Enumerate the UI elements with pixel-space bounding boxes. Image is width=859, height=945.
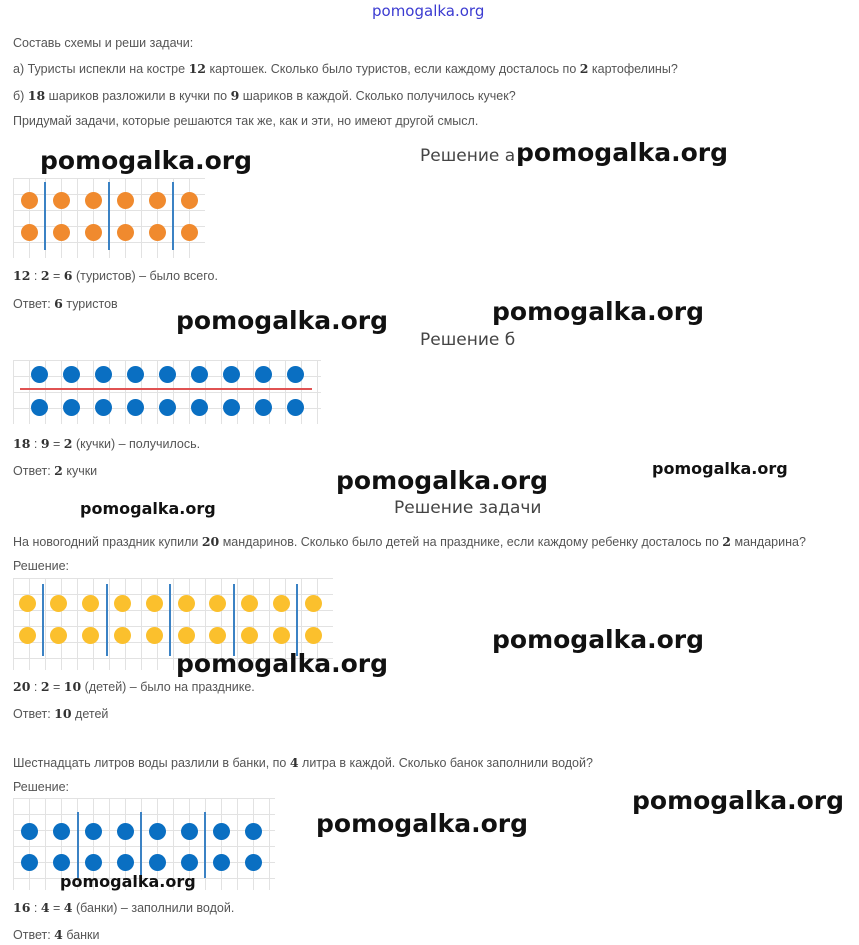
scheme-dot <box>213 823 230 840</box>
eq-equals: = <box>49 437 64 451</box>
problem-2-number: 4 <box>289 755 299 770</box>
watermark-top[interactable]: pomogalka.org <box>372 2 485 20</box>
watermark: pomogalka.org <box>516 138 729 167</box>
answer-value: 2 <box>54 463 63 478</box>
watermark: pomogalka.org <box>632 786 845 815</box>
scheme-dot <box>127 399 144 416</box>
task-a-suffix: картофелины? <box>588 62 678 76</box>
problem-2-suffix: литра в каждой. Сколько банок заполнили водой? <box>298 756 593 770</box>
eq-number: 18 <box>13 436 31 451</box>
scheme-dot <box>85 854 102 871</box>
eq-result: 10 <box>63 679 82 694</box>
scheme-dot <box>85 224 102 241</box>
scheme-dot <box>117 192 134 209</box>
problem-2-prefix: Шестнадцать литров воды разлили в банки, по <box>13 756 290 770</box>
eq-equals: = <box>49 901 64 915</box>
scheme-dot <box>149 224 166 241</box>
eq-number: 2 <box>40 268 50 283</box>
problem-2-answer <box>13 927 100 942</box>
scheme-dot <box>305 595 322 612</box>
solution-a-heading: Решение а <box>420 146 516 166</box>
watermark: pomogalka.org <box>60 872 196 891</box>
watermark: pomogalka.org <box>336 466 549 495</box>
problem-1-answer <box>13 706 108 721</box>
scheme-divider-line <box>44 182 46 250</box>
answer-label: Ответ: <box>13 464 55 478</box>
eq-operator: : <box>30 901 41 915</box>
scheme-dot <box>95 399 112 416</box>
scheme-dot <box>31 399 48 416</box>
eq-description: (детей) – было на празднике. <box>81 680 255 694</box>
answer-label: Ответ: <box>13 297 55 311</box>
scheme-dot <box>146 595 163 612</box>
scheme-dot <box>209 595 226 612</box>
eq-operator: : <box>30 269 41 283</box>
eq-number: 12 <box>13 268 31 283</box>
answer-label: Ответ: <box>13 707 55 721</box>
scheme-dot <box>159 366 176 383</box>
scheme-dot <box>223 366 240 383</box>
eq-number: 2 <box>40 679 50 694</box>
solution-b-equation <box>13 436 200 451</box>
watermark: pomogalka.org <box>80 499 216 518</box>
eq-number: 20 <box>13 679 31 694</box>
answer-label: Ответ: <box>13 928 55 942</box>
task-a-middle: картошек. Сколько было туристов, если каждому досталось по <box>205 62 580 76</box>
scheme-divider-line <box>108 182 110 250</box>
eq-operator: : <box>30 680 41 694</box>
scheme-divider-line <box>140 812 142 878</box>
scheme-dot <box>181 224 198 241</box>
task-b-middle: шариков разложили в кучки по <box>45 89 231 103</box>
scheme-dot <box>255 366 272 383</box>
watermark: pomogalka.org <box>492 297 705 326</box>
scheme-dot <box>50 595 67 612</box>
scheme-dot <box>95 366 112 383</box>
eq-number: 16 <box>13 900 31 915</box>
scheme-dot <box>53 192 70 209</box>
section-heading: Решение задачи <box>394 498 542 518</box>
task-a-number: 2 <box>579 61 589 76</box>
scheme-dot <box>53 224 70 241</box>
eq-equals: = <box>49 680 64 694</box>
problem-1-text <box>13 534 806 549</box>
watermark: pomogalka.org <box>316 809 529 838</box>
scheme-dot <box>287 366 304 383</box>
solution-b-heading: Решение б <box>420 330 516 350</box>
scheme-dot <box>213 854 230 871</box>
task-b-number: 9 <box>230 88 240 103</box>
scheme-dot <box>305 627 322 644</box>
watermark: pomogalka.org <box>492 625 705 654</box>
scheme-divider-line <box>20 388 312 390</box>
task-b-text <box>13 88 516 103</box>
scheme-dot <box>178 627 195 644</box>
scheme-dot <box>53 823 70 840</box>
scheme-dot <box>223 399 240 416</box>
scheme-dot <box>209 627 226 644</box>
scheme-dot <box>159 399 176 416</box>
task-b-suffix: шариков в каждой. Сколько получилось кучек? <box>239 89 516 103</box>
scheme-dot <box>50 627 67 644</box>
scheme-divider-line <box>77 812 79 878</box>
scheme-dot <box>287 399 304 416</box>
scheme-divider-line <box>169 584 171 656</box>
scheme-dot <box>114 627 131 644</box>
scheme-dot <box>245 823 262 840</box>
scheme-dot <box>19 595 36 612</box>
scheme-dot <box>31 366 48 383</box>
task-b-number: 18 <box>27 88 46 103</box>
scheme-dot <box>63 399 80 416</box>
scheme-dot <box>181 192 198 209</box>
scheme-dot <box>21 854 38 871</box>
problem-2-equation <box>13 900 234 915</box>
scheme-dot <box>273 595 290 612</box>
scheme-dot <box>241 595 258 612</box>
problem-1-solution-label: Решение: <box>13 559 70 573</box>
scheme-dot <box>191 366 208 383</box>
watermark: pomogalka.org <box>176 306 389 335</box>
answer-unit: туристов <box>62 297 118 311</box>
scheme-dot <box>178 595 195 612</box>
problem-1-prefix: На новогодний праздник купили <box>13 535 202 549</box>
eq-result: 4 <box>63 900 73 915</box>
scheme-dot <box>82 627 99 644</box>
scheme-dot <box>53 854 70 871</box>
scheme-dot <box>63 366 80 383</box>
intro-instruction: Придумай задачи, которые решаются так же, как и эти, но имеют другой смысл. <box>13 114 479 128</box>
task-a-prefix: а) Туристы испекли на костре <box>13 62 189 76</box>
eq-result: 2 <box>63 436 73 451</box>
problem-1-number: 20 <box>201 534 220 549</box>
scheme-dot <box>127 366 144 383</box>
scheme-dot <box>21 224 38 241</box>
scheme-dot <box>117 823 134 840</box>
scheme-dot <box>19 627 36 644</box>
problem-2-solution-label: Решение: <box>13 780 70 794</box>
scheme-dot <box>241 627 258 644</box>
scheme-dot <box>21 823 38 840</box>
problem-1-number: 2 <box>722 534 731 549</box>
scheme-divider-line <box>42 584 44 656</box>
scheme-dot <box>149 823 166 840</box>
eq-equals: = <box>49 269 64 283</box>
answer-unit: банки <box>62 928 100 942</box>
scheme-dot <box>82 595 99 612</box>
scheme-dot <box>255 399 272 416</box>
answer-value: 4 <box>54 927 63 942</box>
scheme-dot <box>114 595 131 612</box>
scheme-dot <box>245 854 262 871</box>
scheme-dot <box>149 192 166 209</box>
problem-2-text <box>13 755 593 770</box>
scheme-divider-line <box>233 584 235 656</box>
scheme-dot <box>117 854 134 871</box>
eq-description: (туристов) – было всего. <box>72 269 218 283</box>
task-a-number: 12 <box>188 61 206 76</box>
eq-number: 4 <box>40 900 50 915</box>
eq-description: (банки) – заполнили водой. <box>72 901 235 915</box>
eq-number: 9 <box>40 436 50 451</box>
eq-description: (кучки) – получилось. <box>72 437 201 451</box>
scheme-dot <box>21 192 38 209</box>
scheme-divider-line <box>296 584 298 656</box>
eq-operator: : <box>30 437 41 451</box>
scheme-divider-line <box>204 812 206 878</box>
task-a-text <box>13 61 678 76</box>
scheme-dot <box>146 627 163 644</box>
intro-line: Составь схемы и реши задачи: <box>13 36 194 50</box>
answer-value: 10 <box>54 706 72 721</box>
eq-result: 6 <box>63 268 73 283</box>
scheme-dot <box>273 627 290 644</box>
scheme-divider-line <box>172 182 174 250</box>
scheme-dot <box>181 854 198 871</box>
scheme-dot <box>117 224 134 241</box>
scheme-dot <box>85 192 102 209</box>
scheme-dot <box>181 823 198 840</box>
scheme-dot <box>191 399 208 416</box>
scheme-divider-line <box>106 584 108 656</box>
solution-b-answer <box>13 463 97 478</box>
scheme-dot <box>149 854 166 871</box>
answer-value: 6 <box>54 296 63 311</box>
problem-1-middle: мандаринов. Сколько было детей на празднике, если каждому ребенку досталось по <box>219 535 723 549</box>
solution-a-equation <box>13 268 218 283</box>
answer-unit: кучки <box>62 464 98 478</box>
task-b-prefix: б) <box>13 89 28 103</box>
watermark: pomogalka.org <box>652 459 788 478</box>
solution-a-answer <box>13 296 118 311</box>
scheme-dot <box>85 823 102 840</box>
watermark: pomogalka.org <box>40 146 253 175</box>
watermark: pomogalka.org <box>176 649 389 678</box>
answer-unit: детей <box>71 707 109 721</box>
problem-1-suffix: мандарина? <box>731 535 806 549</box>
problem-1-equation <box>13 679 255 694</box>
